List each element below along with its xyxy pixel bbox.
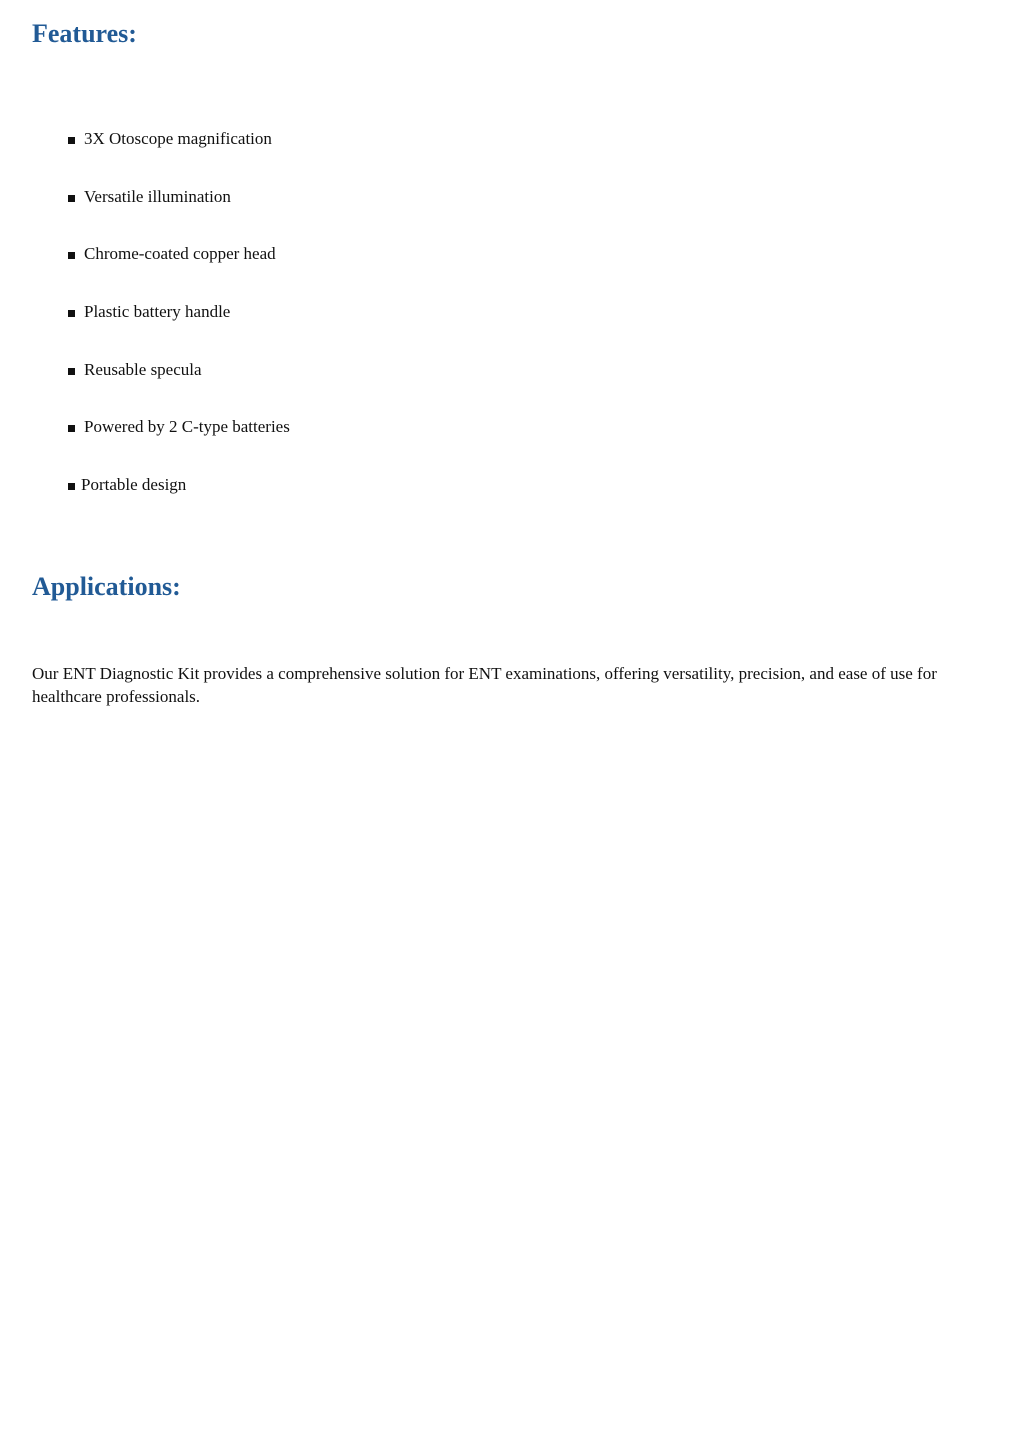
- square-bullet-icon: [68, 310, 75, 317]
- feature-text: Chrome-coated copper head: [84, 244, 276, 264]
- feature-text: 3X Otoscope magnification: [84, 129, 272, 148]
- square-bullet-icon: [68, 425, 75, 432]
- list-item: [68, 300, 290, 358]
- square-bullet-icon: [68, 252, 75, 259]
- feature-text: Plastic battery handle: [84, 302, 231, 322]
- list-item: [68, 127, 290, 185]
- list-item: [68, 415, 290, 473]
- features-heading: Features:: [32, 19, 137, 48]
- features-list: [68, 127, 290, 531]
- list-item: [68, 473, 290, 531]
- list-item: [68, 358, 290, 416]
- applications-paragraph: Our ENT Diagnostic Kit provides a comprehensive solution for ENT examinations, offering versatility, precision, and ease of use for healthcare professionals.: [32, 664, 937, 706]
- list-item: [68, 185, 290, 243]
- feature-text: Portable design: [81, 475, 187, 495]
- square-bullet-icon: [68, 195, 75, 202]
- feature-text: Versatile illumination: [84, 186, 231, 206]
- square-bullet-icon: [68, 368, 75, 375]
- applications-heading: Applications:: [32, 572, 181, 601]
- feature-text: Reusable specula: [84, 359, 202, 379]
- list-item: [68, 242, 290, 300]
- square-bullet-icon: [68, 137, 75, 144]
- feature-text: Powered by 2 C-type batteries: [84, 417, 290, 437]
- square-bullet-icon: [68, 483, 75, 490]
